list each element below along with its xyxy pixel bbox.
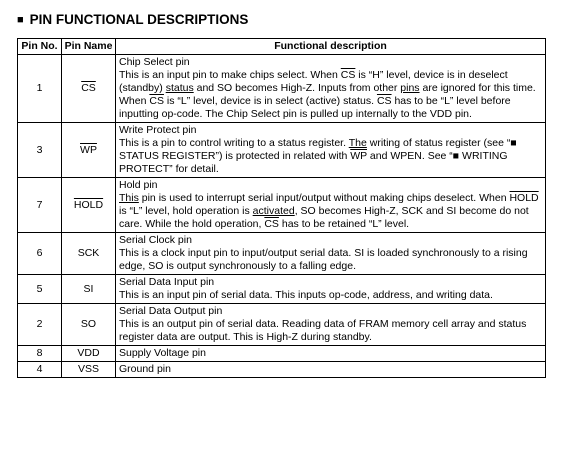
pin-description bbox=[116, 346, 546, 362]
pin-number: 7 bbox=[18, 178, 62, 233]
pin-name-text: $\overline{WP}$ bbox=[80, 143, 97, 156]
table-row bbox=[18, 233, 546, 275]
cs-signal: $\overline{CS}$ bbox=[264, 218, 279, 230]
desc-text: is “L” level, hold operation is bbox=[119, 205, 253, 217]
cs-signal: $\overline{CS}$ bbox=[149, 95, 164, 107]
pin-description-title: Hold pin bbox=[119, 179, 158, 191]
desc-text: This is an input pin to make chips select. When bbox=[119, 69, 341, 81]
table-row bbox=[18, 304, 546, 346]
desc-text: is “L” level, device is in select (active) status. bbox=[163, 95, 377, 107]
pin-number: 5 bbox=[18, 275, 62, 304]
desc-underlined-text: The bbox=[348, 137, 367, 149]
desc-underlined-text: activated bbox=[252, 205, 295, 217]
desc-text: writing of status register (see “■ STATUS REGISTER”) is protected in related with bbox=[119, 137, 517, 162]
desc-text: has to be retained “L” level. bbox=[278, 218, 410, 230]
cs-signal: $\overline{CS}$ bbox=[376, 95, 392, 107]
table-header-row bbox=[18, 39, 546, 55]
desc-text: are ignored for this time. When bbox=[119, 82, 536, 107]
desc-text: and WPEN. See “■ WRITING PROTECT” for detail. bbox=[119, 150, 508, 175]
pin-description-title: Ground pin bbox=[119, 363, 171, 375]
pin-name: SI bbox=[62, 275, 116, 304]
pin-name: VDD bbox=[62, 346, 116, 362]
desc-text: This is a clock input pin to input/output serial data. SI is loaded synchronously to a rising edge, SO is output synchronously to a falling edge. bbox=[119, 247, 528, 272]
desc-text: and SO becomes High-Z. Inputs from other bbox=[193, 82, 401, 94]
hold-signal: HOLD bbox=[509, 192, 539, 204]
header-pin-no: Pin No. bbox=[18, 39, 62, 55]
pin-number: 8 bbox=[18, 346, 62, 362]
desc-text: , SO becomes High-Z, SCK and SI become do not care. While the hold operation, bbox=[119, 205, 529, 230]
pin-description-title: Serial Data Output pin bbox=[119, 305, 223, 317]
desc-text: pin is used to interrupt serial input/output without making chips deselect. When bbox=[138, 192, 510, 204]
desc-underlined-text: status bbox=[165, 82, 194, 94]
pin-description bbox=[116, 123, 546, 178]
cs-signal: $\overline{CS}$ bbox=[340, 69, 356, 81]
pin-name-text: HOLD bbox=[73, 198, 104, 211]
pin-description bbox=[116, 233, 546, 275]
desc-underlined-text: pins bbox=[400, 82, 420, 94]
desc-text: This is a pin to control writing to a status register. bbox=[119, 137, 349, 149]
pin-description-title: Chip Select pin bbox=[119, 56, 190, 68]
pin-description bbox=[116, 55, 546, 123]
pin-name bbox=[62, 123, 116, 178]
pin-table bbox=[17, 38, 546, 378]
pin-description-title: Serial Data Input pin bbox=[119, 276, 215, 288]
pin-name: SCK bbox=[62, 233, 116, 275]
table-row bbox=[18, 275, 546, 304]
pin-name bbox=[62, 178, 116, 233]
desc-underlined-text: This bbox=[119, 192, 139, 204]
table-row bbox=[18, 55, 546, 123]
section-heading bbox=[17, 12, 248, 27]
table-row bbox=[18, 123, 546, 178]
pin-number: 3 bbox=[18, 123, 62, 178]
header-pin-name: Pin Name bbox=[62, 39, 116, 55]
pin-number: 2 bbox=[18, 304, 62, 346]
pin-name: SO bbox=[62, 304, 116, 346]
wp-signal: $\overline{WP}$ bbox=[350, 150, 367, 162]
pin-name: VSS bbox=[62, 362, 116, 378]
desc-text: This is an input pin of serial data. This inputs op-code, address, and writing data. bbox=[119, 289, 493, 301]
pin-name-text: $\overline{CS}$ bbox=[81, 82, 96, 94]
table-row bbox=[18, 346, 546, 362]
pin-description-title: Write Protect pin bbox=[119, 124, 197, 136]
pin-description bbox=[116, 275, 546, 304]
pin-description bbox=[116, 362, 546, 378]
pin-name bbox=[62, 55, 116, 123]
desc-text: This is an output pin of serial data. Reading data of FRAM memory cell array and status register data are output. This is High-Z during standby. bbox=[119, 318, 527, 343]
table-row bbox=[18, 178, 546, 233]
pin-number: 1 bbox=[18, 55, 62, 123]
pin-description-title: Serial Clock pin bbox=[119, 234, 192, 246]
header-functional-description: Functional description bbox=[116, 39, 546, 55]
desc-text: has to be “L” level before inputting op-code. The Chip Select pin is pulled up internally to the VDD pin. bbox=[119, 95, 511, 120]
table-row bbox=[18, 362, 546, 378]
pin-number: 4 bbox=[18, 362, 62, 378]
pin-number: 6 bbox=[18, 233, 62, 275]
desc-text: is “H” level, device is in deselect (standby) bbox=[119, 69, 508, 94]
pin-description-title: Supply Voltage pin bbox=[119, 347, 206, 359]
pin-description bbox=[116, 178, 546, 233]
pin-description bbox=[116, 304, 546, 346]
section-title: PIN FUNCTIONAL DESCRIPTIONS bbox=[29, 12, 249, 27]
square-bullet-icon: ■ bbox=[17, 13, 24, 26]
